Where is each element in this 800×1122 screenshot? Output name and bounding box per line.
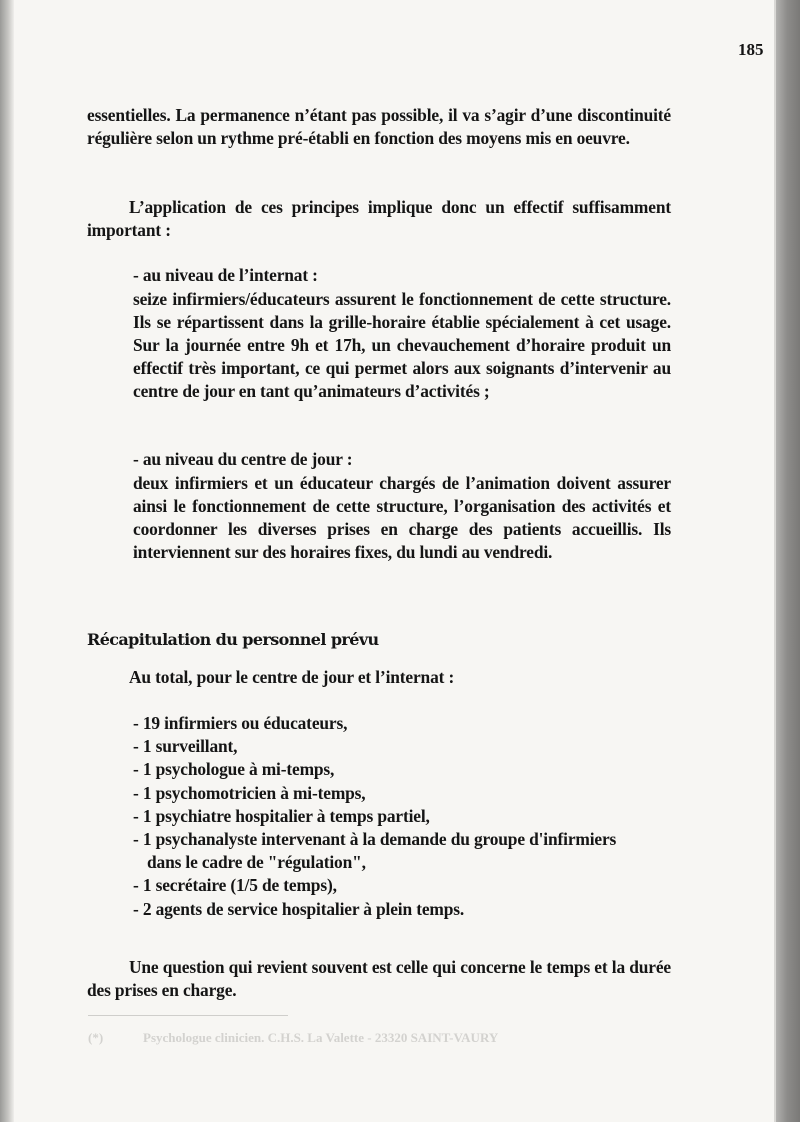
staff-list-item: - 1 secrétaire (1/5 de temps), [133, 875, 337, 896]
staff-list-item: - 1 psychomotricien à mi-temps, [133, 782, 366, 803]
page-binding-edge [0, 0, 14, 1122]
staff-list-item: - 1 psychologue à mi-temps, [133, 759, 335, 780]
footnote-text: Psychologue clinicien. C.H.S. La Valette - 23320 SAINT-VAURY [143, 1030, 499, 1045]
section-internat-body: seize infirmiers/éducateurs assurent le fonctionnement de cette structure. Ils se répartissent dans la grille-horaire établie spécialement à cet usage. Sur la journée entre 9h et 17h, un chevauchement d’horaire produit un effectif très important, ce qui permet alors aux soignants d’intervenir au centre de jour en tant qu’animateurs d’activités ; [133, 289, 671, 401]
recap-heading: Récapitulation du personnel prévu [87, 630, 379, 649]
page-edge-shadow [774, 0, 800, 1122]
staff-list-item: - 1 surveillant, [133, 736, 238, 757]
section-centre-de-jour-heading: - au niveau du centre de jour : [133, 449, 353, 469]
staff-list [133, 712, 671, 921]
section-centre-de-jour-body: deux infirmiers et un éducateur chargés de l’animation doivent assurer ainsi le fonctionnement de cette structure, l’organisation des activités et coordonner les diverses prises en charge des patients accueillis. Ils interviennent sur des horaires fixes, du lundi au vendredi. [133, 473, 671, 562]
footnote-divider [88, 1015, 288, 1016]
paragraph-principles: L’application de ces principes implique donc un effectif suffisamment important : [87, 197, 671, 240]
footnote [88, 1030, 498, 1046]
staff-list-item: - 2 agents de service hospitalier à plein temps. [133, 898, 465, 919]
footnote-marker: (*) [88, 1030, 104, 1045]
staff-list-item: - 1 psychanalyste intervenant à la demande du groupe d'infirmiers [133, 829, 617, 850]
staff-list-item: - 19 infirmiers ou éducateurs, [133, 713, 348, 733]
paragraph-closing: Une question qui revient souvent est celle qui concerne le temps et la durée des prises en charge. [87, 957, 671, 1000]
paragraph-intro-continuation: essentielles. La permanence n’étant pas possible, il va s’agir d’une discontinuité régulière selon un rythme pré-établi en fonction des moyens mis en oeuvre. [87, 105, 671, 148]
staff-list-item-continuation [133, 851, 671, 874]
staff-list-item-continuation-text: dans le cadre de "régulation", [147, 852, 366, 873]
section-internat-heading: - au niveau de l’internat : [133, 265, 318, 285]
recap-intro: Au total, pour le centre de jour et l’internat : [129, 667, 455, 687]
staff-list-item: - 1 psychiatre hospitalier à temps partiel, [133, 805, 430, 826]
page-number: 185 [738, 40, 764, 59]
